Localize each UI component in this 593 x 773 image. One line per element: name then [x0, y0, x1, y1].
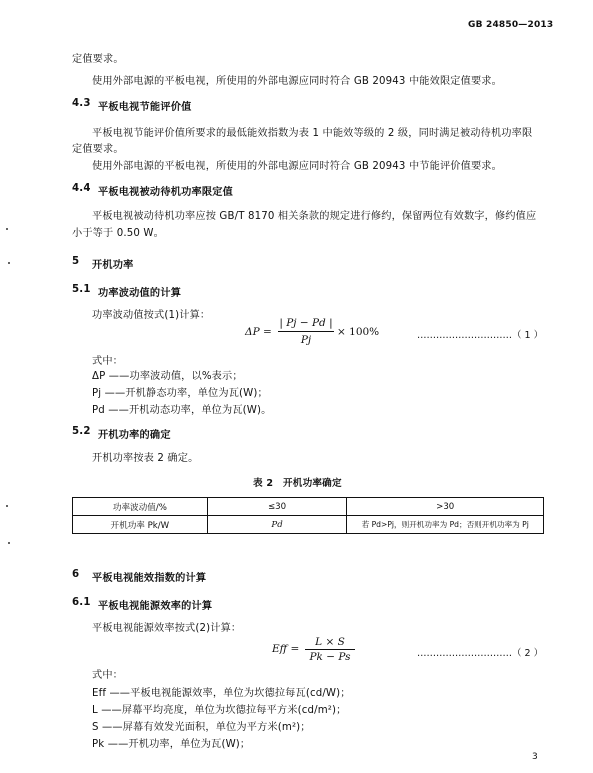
- section-title: 平板电视能效指数的计算: [92, 573, 207, 584]
- formula-lhs: Eff =: [272, 643, 300, 655]
- definition-line: L ——屏幕平均亮度，单位为坎德拉每平方米(cd/m²)；: [92, 705, 347, 716]
- paragraph-line: 平板电视被动待机功率应按 GB/T 8170 相关条款的规定进行修约，保留两位有效数字，修约值应: [92, 211, 537, 222]
- formula-numerator: | Pj − Pd |: [279, 317, 333, 329]
- paragraph-line: 使用外部电源的平板电视，所使用的外部电源应同时符合 GB 20943 中能效限定值要求。: [92, 76, 502, 87]
- definition-line: Pj ——开机静态功率，单位为瓦(W)；: [92, 388, 268, 399]
- section-title: 开机功率的确定: [98, 430, 171, 441]
- section-number: 4.3: [72, 98, 91, 109]
- definition-line: Eff ——平板电视能源效率，单位为坎德拉每瓦(cd/W)；: [92, 688, 351, 699]
- formula-denominator: Pj: [300, 334, 312, 346]
- table-cell: 若 Pd>Pj，则开机功率为 Pd；否则开机功率为 Pj: [347, 516, 544, 534]
- section-number: 6.1: [72, 597, 91, 608]
- fraction-bar: [305, 649, 355, 650]
- paragraph-line: 定值要求。: [72, 54, 124, 65]
- table-cell: 功率波动值/%: [73, 498, 208, 516]
- fraction-bar: [278, 331, 334, 332]
- section-title: 平板电视能源效率的计算: [98, 601, 213, 612]
- page-number: 3: [532, 752, 538, 762]
- table-cell: >30: [347, 498, 544, 516]
- scan-mark: [8, 542, 10, 544]
- section-title: 平板电视被动待机功率限定值: [98, 187, 234, 198]
- scan-mark: [6, 505, 8, 507]
- section-number: 5.2: [72, 426, 91, 437]
- paragraph-line: 平板电视节能评价值所要求的最低能效指数为表 1 中能效等级的 2 级，同时满足被动待机功率限: [92, 128, 533, 139]
- definition-line: Pk ——开机功率，单位为瓦(W)；: [92, 739, 251, 750]
- section-title: 平板电视节能评价值: [98, 102, 192, 113]
- table-cell: ≤30: [207, 498, 347, 516]
- section-number: 6: [72, 569, 80, 580]
- formula-tail: × 100%: [337, 326, 380, 338]
- table-row: [73, 516, 544, 534]
- scan-mark: [6, 228, 8, 230]
- definition-line: S ——屏幕有效发光面积，单位为平方米(m²)；: [92, 722, 311, 733]
- section-title: 功率波动值的计算: [98, 288, 182, 299]
- paragraph-line: 使用外部电源的平板电视，所使用的外部电源应同时符合 GB 20943 中节能评价值要求。: [92, 161, 502, 172]
- section-number: 5: [72, 256, 80, 267]
- equation-number: …………………………（ 2 ）: [417, 648, 544, 659]
- standard-number: GB 24850—2013: [468, 20, 554, 30]
- section-number: 5.1: [72, 284, 91, 295]
- formula-denominator: Pk − Ps: [309, 651, 351, 663]
- formula-lhs: ΔP =: [245, 326, 272, 338]
- paragraph-line: 开机功率按表 2 确定。: [92, 453, 199, 464]
- table-cell: 开机功率 Pk/W: [73, 516, 208, 534]
- definition-line: Pd ——开机动态功率，单位为瓦(W)。: [92, 405, 272, 416]
- paragraph-line: 功率波动值按式(1)计算：: [92, 310, 211, 321]
- where-label: 式中：: [92, 356, 124, 367]
- paragraph-line: 定值要求。: [72, 144, 124, 155]
- table-caption: 表 2 开机功率确定: [253, 478, 342, 489]
- section-number: 4.4: [72, 183, 91, 194]
- formula-numerator: L × S: [315, 636, 345, 648]
- definition-line: ΔP ——功率波动值，以%表示；: [92, 371, 243, 382]
- table-row: [73, 498, 544, 516]
- paragraph-line: 平板电视能源效率按式(2)计算：: [92, 623, 242, 634]
- table-cell: Pd: [207, 516, 347, 534]
- power-table: [72, 497, 544, 534]
- where-label: 式中：: [92, 670, 124, 681]
- paragraph-line: 小于等于 0.50 W。: [72, 228, 164, 239]
- section-title: 开机功率: [92, 260, 134, 271]
- scan-mark: [8, 262, 10, 264]
- equation-number: …………………………（ 1 ）: [417, 330, 544, 341]
